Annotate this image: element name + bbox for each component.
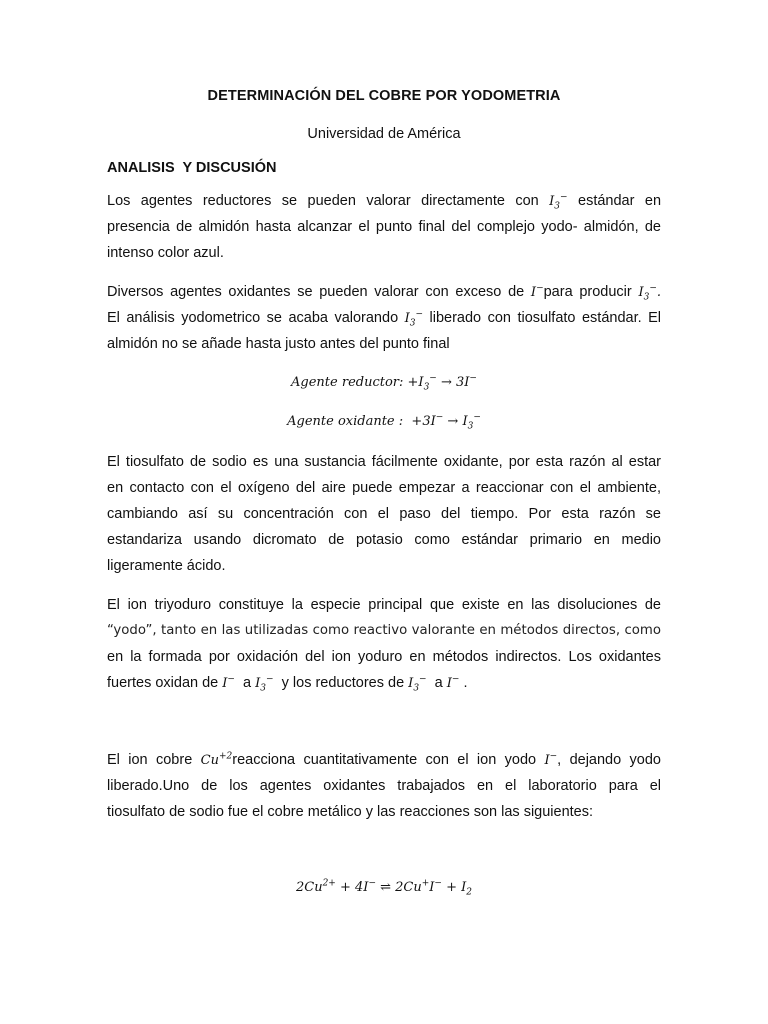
p4-line-2: “yodo”, tanto en las utilizadas como reactivo valorante en métodos directos, como bbox=[107, 623, 661, 638]
p1-line-1: Los agentes reductores se pueden valorar directamente con $I_3^-$ estándar en bbox=[107, 192, 662, 212]
p3-line-3: cambiando así su concentración con el paso del tiempo. Por esta razón se bbox=[107, 506, 661, 522]
p4-line-4: fuertes oxidan de I− a $I_3^-$ y los reductores de $I_3^-$ a I− . bbox=[107, 674, 468, 694]
p2-line-2: El análisis yodometrico se acaba valorando $I_3^-$ liberado con tiosulfato estándar. El bbox=[107, 309, 662, 329]
p1-line-2: presencia de almidón hasta alcanzar el punto final del complejo yodo- almidón, de bbox=[107, 219, 661, 235]
document-title: DETERMINACIÓN DEL COBRE POR YODOMETRIA bbox=[207, 88, 561, 104]
p3-line-5: ligeramente ácido. bbox=[107, 558, 226, 574]
p3-line-4: estandariza usando dicromato de potasio como estándar primario en medio bbox=[107, 532, 661, 548]
p5-line-1: El ion cobre $Cu^{+2}reacciona$ cuantitativamente con el ion yodo I−, dejando yodo bbox=[107, 751, 661, 768]
p3-line-1: El tiosulfato de sodio es una sustancia fácilmente oxidante, por esta razón al estar bbox=[107, 454, 661, 470]
p2-line-1: Diversos agentes oxidantes se pueden valorar con exceso de I−para producir $I_3^-$. bbox=[107, 283, 662, 303]
equation-oxidante: Agente oxidante : $+3I^- \to I_3^-$ bbox=[287, 412, 481, 432]
equation-cobre: $2Cu^{2+} + 4I^-$ ⇌ $2Cu^+I^- + I_2$ bbox=[295, 878, 472, 898]
document-subtitle: Universidad de América bbox=[307, 126, 461, 142]
p4-line-1: El ion triyoduro constituye la especie principal que existe en las disoluciones de bbox=[107, 597, 661, 613]
p5-line-2: liberado.Uno de los agentes oxidantes trabajados en el laboratorio para el bbox=[107, 778, 661, 794]
p3-line-2: en contacto con el oxígeno del aire puede empezar a reaccionar con el ambiente, bbox=[107, 480, 661, 496]
p5-line-3: tiosulfato de sodio fue el cobre metálico y las reacciones son las siguientes: bbox=[107, 804, 594, 820]
equation-reductor: Agente reductor: $+I_3^- \to 3I^-$ bbox=[291, 373, 477, 393]
p4-line-3: en la formada por oxidación del ion yoduro en métodos indirectos. Los oxidantes bbox=[107, 649, 661, 665]
triiodide-symbol: $I_3^-$ bbox=[549, 192, 568, 212]
section-heading: ANALISIS Y DISCUSIÓN bbox=[107, 160, 277, 176]
p1-line-3: intenso color azul. bbox=[107, 245, 224, 261]
p2-line-3: almidón no se añade hasta justo antes del punto final bbox=[107, 336, 450, 352]
